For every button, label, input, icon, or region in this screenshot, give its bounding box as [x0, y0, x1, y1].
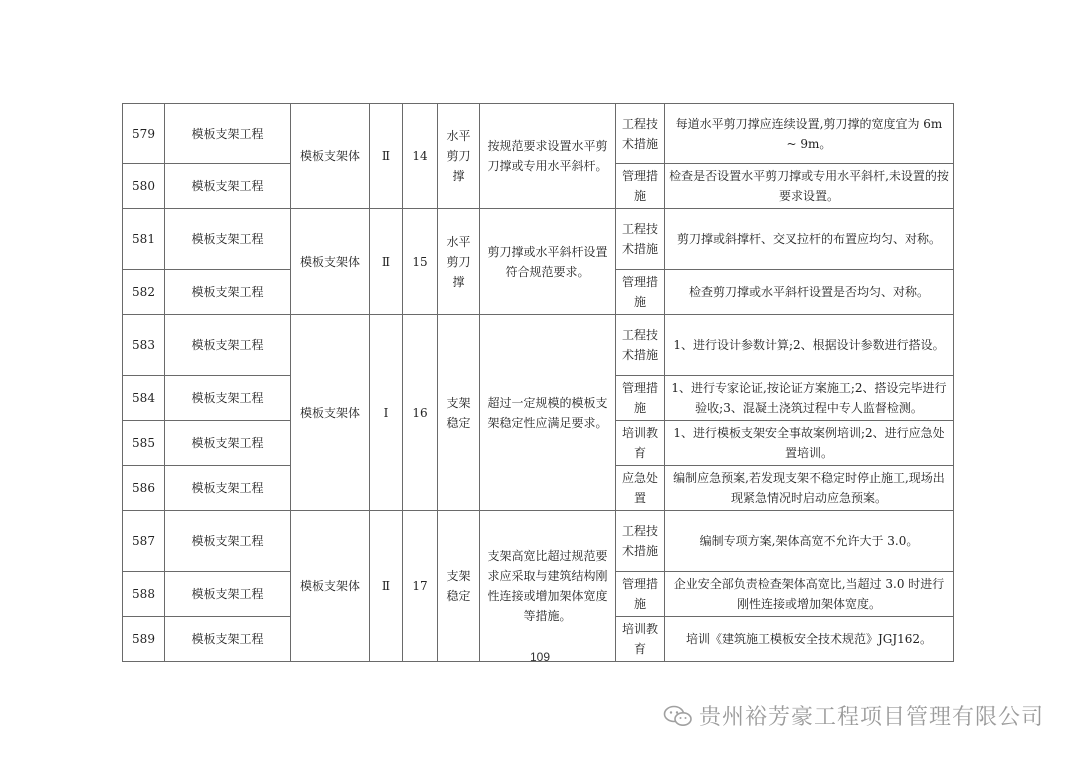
part-name: 模板支架体 — [291, 315, 370, 511]
measure-text: 编制专项方案,架体高宽不允许大于 3.0。 — [665, 511, 954, 572]
project-name: 模板支架工程 — [165, 466, 291, 511]
hazard-measures-table — [122, 103, 954, 662]
item-number: 15 — [403, 209, 438, 315]
hazard-name: 支架稳定 — [438, 511, 480, 662]
project-name: 模板支架工程 — [165, 270, 291, 315]
table-row — [123, 209, 954, 270]
project-name: 模板支架工程 — [165, 164, 291, 209]
project-name: 模板支架工程 — [165, 209, 291, 270]
risk-level: Ⅱ — [370, 209, 403, 315]
page-number: 109 — [529, 650, 551, 664]
project-name: 模板支架工程 — [165, 315, 291, 376]
row-number: 588 — [123, 572, 165, 617]
measure-text: 检查是否设置水平剪刀撑或专用水平斜杆,未设置的按要求设置。 — [665, 164, 954, 209]
watermark — [663, 700, 1044, 731]
item-number: 14 — [403, 104, 438, 209]
risk-level: Ⅱ — [370, 511, 403, 662]
measure-type: 管理措施 — [616, 164, 665, 209]
measure-text: 1、进行设计参数计算;2、根据设计参数进行搭设。 — [665, 315, 954, 376]
row-number: 580 — [123, 164, 165, 209]
measure-type: 工程技术措施 — [616, 104, 665, 164]
project-name: 模板支架工程 — [165, 511, 291, 572]
measure-type: 工程技术措施 — [616, 315, 665, 376]
table-row — [123, 511, 954, 572]
measure-type: 应急处置 — [616, 466, 665, 511]
measure-type: 管理措施 — [616, 376, 665, 421]
hazard-name: 水平剪刀撑 — [438, 104, 480, 209]
measure-text: 1、进行模板支架安全事故案例培训;2、进行应急处置培训。 — [665, 421, 954, 466]
risk-level: Ⅱ — [370, 104, 403, 209]
hazard-name: 水平剪刀撑 — [438, 209, 480, 315]
measure-text: 剪刀撑或斜撑杆、交叉拉杆的布置应均匀、对称。 — [665, 209, 954, 270]
measure-type: 管理措施 — [616, 270, 665, 315]
part-name: 模板支架体 — [291, 104, 370, 209]
row-number: 582 — [123, 270, 165, 315]
requirement: 支架高宽比超过规范要求应采取与建筑结构刚性连接或增加架体宽度等措施。 — [480, 511, 616, 662]
table-row — [123, 315, 954, 376]
measure-type: 培训教育 — [616, 421, 665, 466]
measure-text: 培训《建筑施工模板安全技术规范》JGJ162。 — [665, 617, 954, 662]
part-name: 模板支架体 — [291, 209, 370, 315]
measure-type: 工程技术措施 — [616, 511, 665, 572]
measure-text: 检查剪刀撑或水平斜杆设置是否均匀、对称。 — [665, 270, 954, 315]
requirement: 剪刀撑或水平斜杆设置符合规范要求。 — [480, 209, 616, 315]
measure-text: 编制应急预案,若发现支架不稳定时停止施工,现场出现紧急情况时启动应急预案。 — [665, 466, 954, 511]
wechat-icon — [663, 704, 693, 728]
project-name: 模板支架工程 — [165, 421, 291, 466]
measure-type: 工程技术措施 — [616, 209, 665, 270]
row-number: 585 — [123, 421, 165, 466]
row-number: 589 — [123, 617, 165, 662]
project-name: 模板支架工程 — [165, 617, 291, 662]
watermark-text: 贵州裕芳豪工程项目管理有限公司 — [698, 705, 1044, 730]
project-name: 模板支架工程 — [165, 104, 291, 164]
part-name: 模板支架体 — [291, 511, 370, 662]
row-number: 586 — [123, 466, 165, 511]
risk-level: Ⅰ — [370, 315, 403, 511]
measure-type: 管理措施 — [616, 572, 665, 617]
measure-text: 每道水平剪刀撑应连续设置,剪刀撑的宽度宜为 6m ~ 9m。 — [665, 104, 954, 164]
requirement: 超过一定规模的模板支架稳定性应满足要求。 — [480, 315, 616, 511]
measure-type: 培训教育 — [616, 617, 665, 662]
row-number: 579 — [123, 104, 165, 164]
table-row — [123, 104, 954, 164]
hazard-name: 支架稳定 — [438, 315, 480, 511]
project-name: 模板支架工程 — [165, 376, 291, 421]
measure-text: 企业安全部负责检查架体高宽比,当超过 3.0 时进行刚性连接或增加架体宽度。 — [665, 572, 954, 617]
row-number: 583 — [123, 315, 165, 376]
row-number: 587 — [123, 511, 165, 572]
measure-text: 1、进行专家论证,按论证方案施工;2、搭设完毕进行验收;3、混凝土浇筑过程中专人监督检测。 — [665, 376, 954, 421]
row-number: 584 — [123, 376, 165, 421]
requirement: 按规范要求设置水平剪刀撑或专用水平斜杆。 — [480, 104, 616, 209]
item-number: 16 — [403, 315, 438, 511]
row-number: 581 — [123, 209, 165, 270]
item-number: 17 — [403, 511, 438, 662]
project-name: 模板支架工程 — [165, 572, 291, 617]
